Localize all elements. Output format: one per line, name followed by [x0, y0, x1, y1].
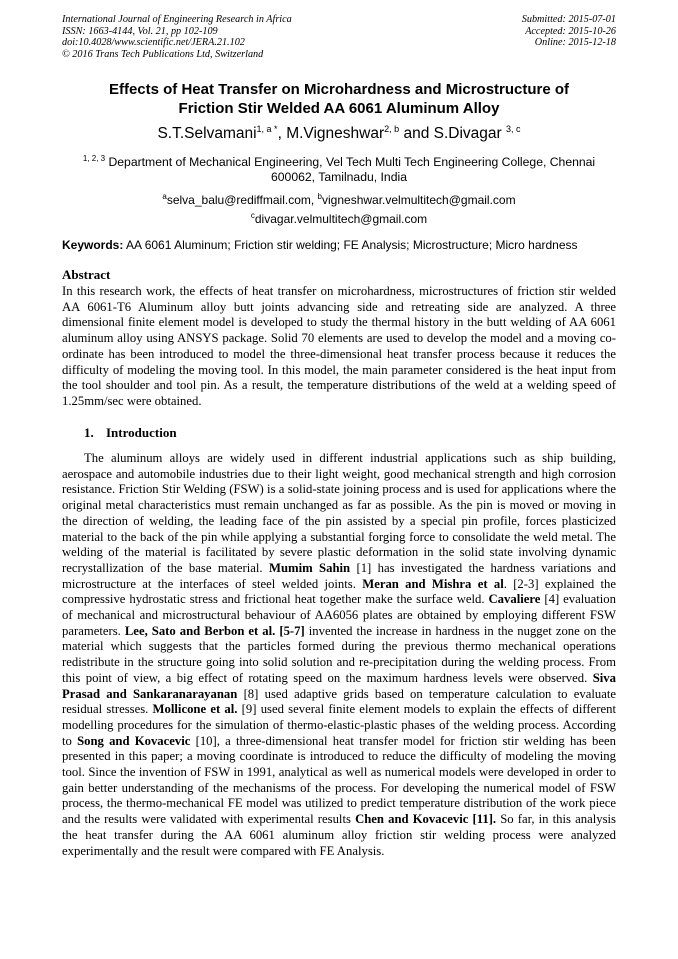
author-emails [62, 189, 616, 227]
introduction-text [62, 451, 616, 859]
intro-text-segment: [10], a three-dimensional heat transfer model for friction stir welding has been presented in this paper; a moving coordinate is introduced to reduce the difficulty of modeling the moving tool. Since the invention of FSW in 1991, analytical as well as numerical models were developed in order to gain better understanding of the mechanisms of the process. For developing the numerical model of FSW process, the thermo-mechanical FE model was utilized to predict temperature distribution of the work piece and the results were validated with experimental results [62, 733, 617, 827]
affiliation-line-2: 600062, Tamilnadu, India [271, 170, 407, 185]
author-3: S.Divagar [433, 125, 502, 143]
author-list [62, 124, 616, 143]
submitted-date: Submitted: 2015-07-01 [521, 14, 616, 25]
intro-text-segment: [8] used adaptive grids based on temperature calculation to evaluate residual stresses. [62, 686, 616, 717]
cited-author: Cavaliere [488, 592, 541, 607]
cited-author: Mollicone et al. [152, 702, 238, 717]
intro-text-segment: [9] used several finite element models to explain the effects of different modelling procedures for the simulation of thermo-elastic-plastic phases of the welding process. According to [62, 702, 616, 748]
paper-title [62, 80, 616, 118]
cited-author: Chen and Kovacevic [11]. [355, 812, 497, 827]
cited-author: Song and Kovacevic [77, 733, 191, 748]
author-2-sup: 2, b [384, 124, 400, 134]
keywords-text: AA 6061 Aluminum; Friction stir welding; FE Analysis; Microstructure; Micro hardness [123, 238, 578, 252]
journal-name: International Journal of Engineering Research in Africa [62, 14, 292, 25]
intro-text-segment: The aluminum alloys are widely used in different industrial applications such as ship building, aerospace and automobile industries due to their light weight, good mechanical strength and high corrosion resistance. Friction Stir Welding (FSW) is a solid-state joining process and is used for applications where the original metal characteristics must remain unchanged as far as possible. As the pin is moved or moving in the direction of welding, the leading face of the pin assisted by a special pin profile, forces plasticized material to the back of the pin while applying a substantial forging force to consolidate the weld metal. The welding of the material is facilitated by severe plastic deformation in the solid state involving dynamic recrystallization of the base material. [62, 451, 616, 575]
intro-text-segment: [1] has investigated the hardness variations and microstructure at the interfaces of steel welded joints. [62, 560, 617, 591]
abstract-text: In this research work, the effects of heat transfer on microhardness, microstructures of friction stir welded AA 6061-T6 Aluminum alloy butt joints advancing side and retreating side are analyzed. A three dimensional finite element model is developed to study the thermal history in the butt welding of AA 6061 aluminum alloy using ANSYS package. Solid 70 elements are used to develop the model and a moving co-ordinate has been introduced to model the three-dimensional heat transfer process because it reduces the difficulty of modeling the moving tool. In this model, the main parameter considered is the heat input from the tool shoulder and tool pin. As a result, the temperature distributions of the weld at a welding speed of 1.25mm/sec were obtained. [62, 284, 616, 408]
section-title: Introduction [106, 425, 177, 440]
online-date: Online: 2015-12-18 [534, 37, 616, 48]
section-number: 1. [84, 425, 94, 440]
email-c[interactable]: divagar.velmultitech@gmail.com [254, 212, 428, 226]
email-c-sup: c [250, 211, 255, 220]
author-sep-1: , [277, 125, 287, 143]
keywords [62, 238, 616, 252]
title-line-2: Friction Stir Welded AA 6061 Aluminum Alloy [178, 100, 500, 117]
cited-author: Mumim Sahin [268, 560, 351, 575]
email-b-sup: b [317, 192, 322, 201]
intro-text-segment: . [2-3] explained the compressive hydrostatic stress and frictional heat together make the surface weld. [62, 576, 617, 607]
journal-issn: ISSN: 1663-4144, Vol. 21, pp 102-109 [62, 25, 218, 37]
intro-text-segment: invented the increase in hardness in the nugget zone on the material which suggests that the particles formed during the previous thermo mechanical operations redistribute in the structure going into solid solution and re-precipitation during the welding process. From this point of view, a big effect of rotating speed on the maximum hardness levels were observed. [62, 623, 616, 685]
email-a[interactable]: selva_balu@rediffmail.com, [166, 193, 318, 207]
accepted-date: Accepted: 2015-10-26 [525, 25, 616, 37]
introduction-heading [84, 425, 177, 441]
submission-dates [522, 14, 616, 49]
title-line-1: Effects of Heat Transfer on Microhardness and Microstructure of [108, 81, 570, 98]
email-a-sup: a [162, 192, 167, 201]
journal-copyright: © 2016 Trans Tech Publications Ltd, Switzerland [62, 48, 264, 60]
author-2: M.Vigneshwar [286, 125, 385, 143]
author-1-sup: 1, a * [256, 124, 278, 134]
email-b[interactable]: vigneshwar.velmultitech@gmail.com [322, 193, 516, 207]
affiliation-line-1: Department of Mechanical Engineering, Vel Tech Multi Tech Engineering College, Chennai [105, 155, 596, 170]
intro-text-segment: So far, in this analysis the heat transfer during the AA 6061 aluminum alloy friction stir welding process were analyzed experimentally and the result were compared with FE Analysis. [62, 812, 616, 858]
keywords-label: Keywords: [62, 238, 124, 252]
journal-info [62, 14, 292, 60]
author-1: S.T.Selvamani [157, 125, 257, 143]
abstract-heading: Abstract [62, 267, 111, 282]
intro-text-segment: [4] evaluation of mechanical and microstructural behaviour of AA6056 plates are obtained by employing different FSW parameters. [62, 592, 616, 638]
journal-doi: doi:10.4028/www.scientific.net/JERA.21.102 [62, 37, 245, 48]
cited-author: Meran and Mishra et al [362, 576, 504, 591]
affiliation [62, 151, 616, 185]
affiliation-sup: 1, 2, 3 [82, 154, 106, 163]
cited-author: Lee, Sato and Berbon et al. [5-7] [124, 623, 305, 638]
author-3-sup: 3, c [506, 124, 521, 134]
cited-author: Siva Prasad and Sankaranarayanan [62, 670, 616, 701]
author-sep-2: and [399, 125, 434, 143]
